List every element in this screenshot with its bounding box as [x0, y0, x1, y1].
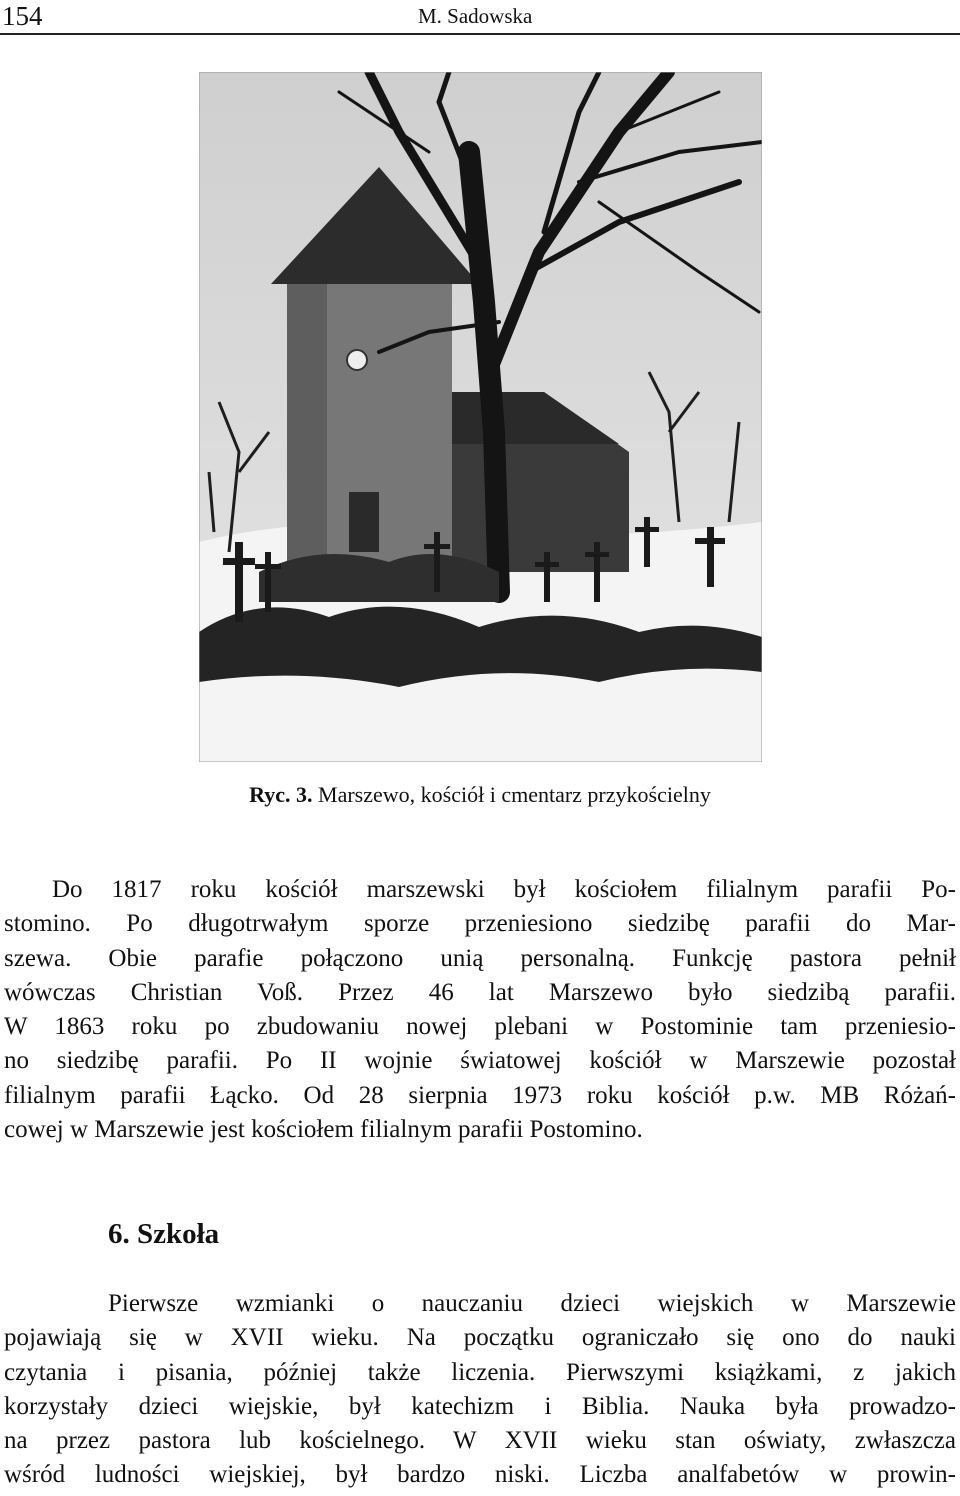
text-line: Pierwsze wzmianki o nauczaniu dzieci wiejskich w Marszewie — [108, 1290, 956, 1317]
text-line: Do 1817 roku kościół marszewski był kościołem filialnym parafii Po- — [52, 876, 956, 903]
figure-caption — [0, 782, 960, 808]
text-line: szewa. Obie parafie połączono unią personalną. Funkcję pastora pełnił — [4, 944, 956, 972]
text-line: na przez pastora lub kościelnego. W XVII wieku stan oświaty, zwłaszcza — [4, 1427, 956, 1455]
page-header — [0, 0, 960, 34]
text-line: no siedzibę parafii. Po II wojnie światowej kościół w Marszewie pozostał — [4, 1047, 956, 1075]
text-line: stomino. Po długotrwałym sporze przeniesiono siedzibę parafii do Mar- — [4, 910, 956, 938]
header-rule — [0, 33, 960, 35]
page-number: 154 — [2, 1, 43, 31]
church-photograph — [199, 72, 762, 762]
paragraph-school — [4, 1287, 956, 1493]
text-line: W 1863 roku po zbudowaniu nowej plebani w Postominie tam przeniesio- — [4, 1013, 956, 1041]
paragraph-church-history — [4, 873, 956, 1147]
running-head-author: M. Sadowska — [418, 4, 533, 28]
text-line: wówczas Christian Voß. Przez 46 lat Marszewo było siedzibą parafii. — [4, 978, 956, 1006]
text-line: korzystały dzieci wiejskie, był katechizm i Biblia. Nauka była prowadzo- — [4, 1392, 956, 1420]
text-line: cowej w Marszewie jest kościołem filialnym parafii Postomino. — [4, 1116, 643, 1144]
text-line: filialnym parafii Łącko. Od 28 sierpnia 1973 roku kościół p.w. MB Różań- — [4, 1081, 956, 1109]
text-line: pojawiają się w XVII wieku. Na początku ograniczało się ono do nauki — [4, 1324, 956, 1352]
figure-caption-text: Marszewo, kościół i cmentarz przykościelny — [318, 782, 711, 807]
section-heading: 6. Szkoła — [108, 1218, 220, 1250]
text-line: czytania i pisania, później także liczenia. Pierwszymi książkami, z jakich — [4, 1358, 956, 1386]
text-line: wśród ludności wiejskiej, był bardzo niski. Liczba analfabetów w prowin- — [4, 1461, 956, 1489]
figure-label: Ryc. 3. — [249, 782, 313, 807]
